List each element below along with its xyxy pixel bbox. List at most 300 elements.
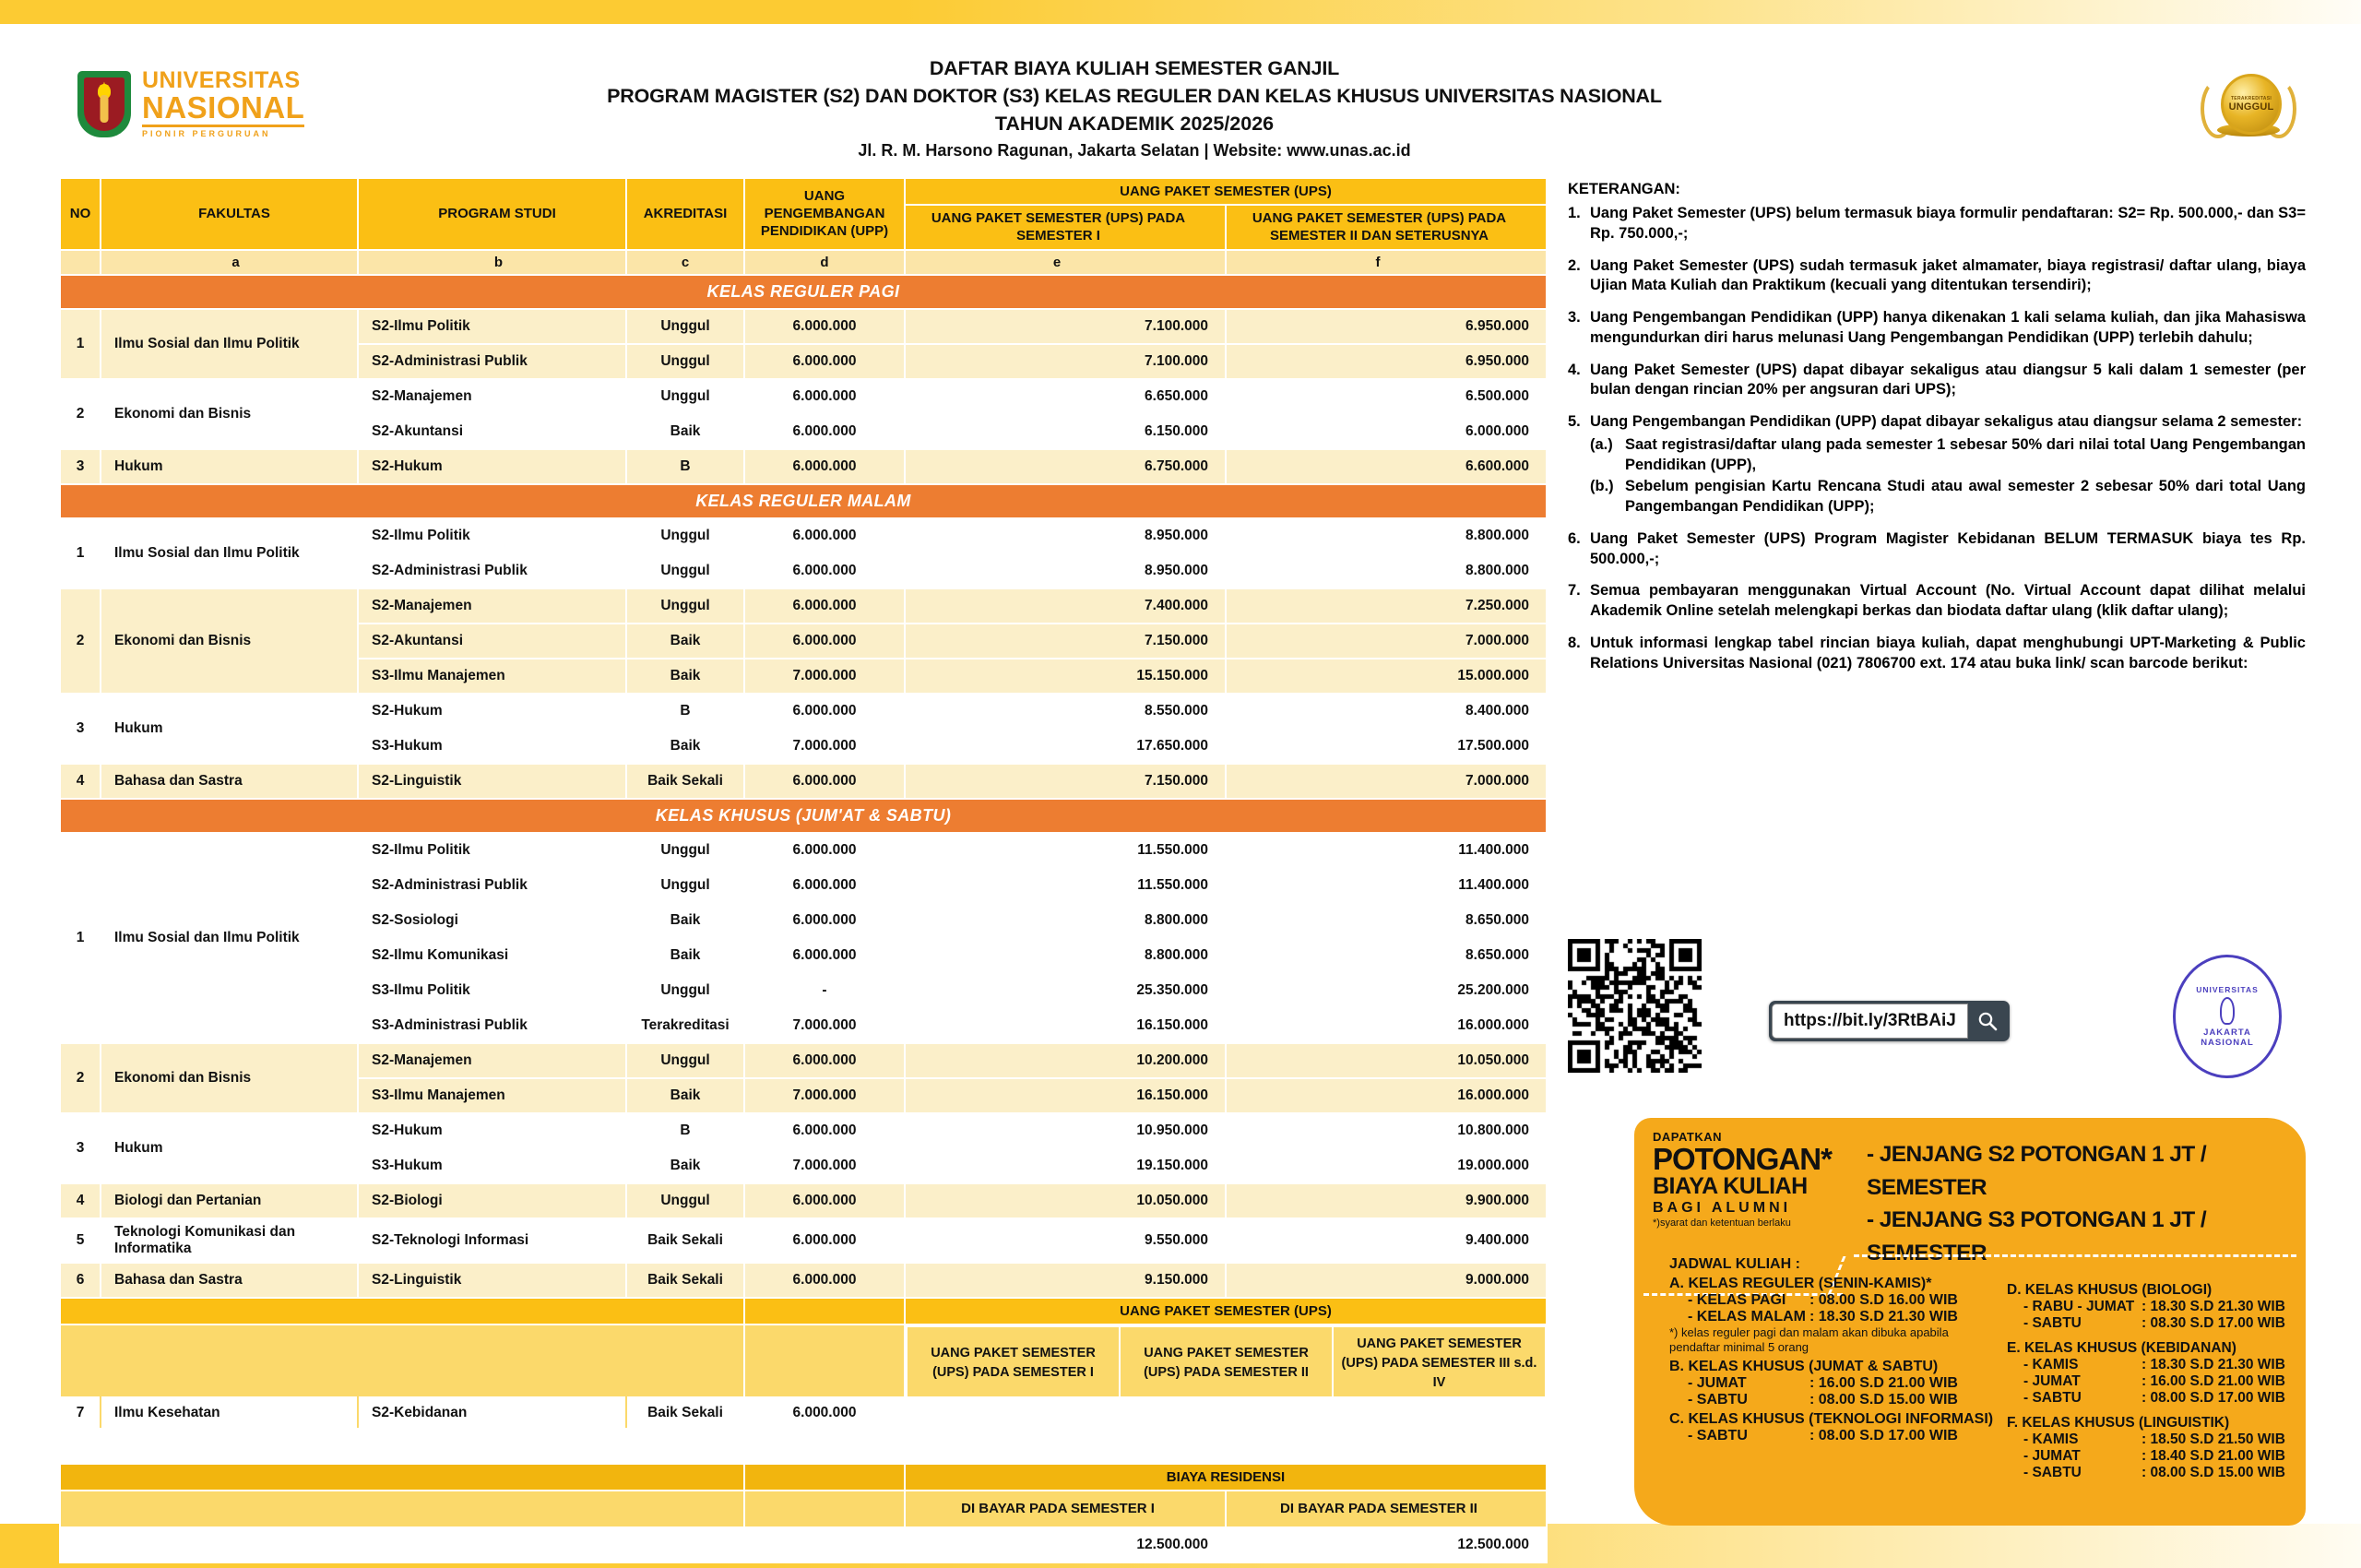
schedule-day: - JUMAT xyxy=(2023,1448,2081,1464)
letter-d: d xyxy=(744,250,905,275)
keterangan-number: 3. xyxy=(1568,309,1581,327)
col-header-fakultas: FAKULTAS xyxy=(101,178,358,250)
keterangan-item xyxy=(1568,308,2306,349)
promo-dapatkan: DAPATKAN xyxy=(1653,1130,1723,1144)
cell-upp: 6.000.000 xyxy=(744,868,905,903)
schedule-time: : 08.00 S.D 15.00 WIB xyxy=(2142,1465,2285,1480)
cell-fakultas: Ekonomi dan Bisnis xyxy=(101,379,358,449)
cell-ups-sem2: 16.000.000 xyxy=(1226,1078,1547,1113)
cell-ups-sem2: 9.400.000 xyxy=(1226,1218,1547,1263)
schedule-row xyxy=(2007,1299,2298,1315)
spacer xyxy=(60,1464,744,1491)
cell-ups-sem2: 10.800.000 xyxy=(1226,1113,1547,1148)
cell-ups-sem1: 10.200.000 xyxy=(905,1043,1226,1078)
schedule-day: - KELAS MALAM xyxy=(1688,1309,1806,1324)
cell-upp: 6.000.000 xyxy=(744,694,905,729)
cell-akreditasi: Baik xyxy=(626,1078,744,1113)
cell-program-studi: S2-Teknologi Informasi xyxy=(358,1218,626,1263)
table-row xyxy=(60,764,1547,799)
table-row xyxy=(60,1113,1547,1148)
cell-no: 2 xyxy=(60,588,101,694)
cell-ups-sem2: 6.950.000 xyxy=(1226,344,1547,379)
qr-code-block xyxy=(1568,939,1702,1073)
cell-ups-sem1: 9.550.000 xyxy=(905,1218,1226,1263)
schedule-row xyxy=(2007,1431,2298,1448)
cell-upp: 6.000.000 xyxy=(744,764,905,799)
cell-akreditasi: Baik Sekali xyxy=(626,1218,744,1263)
university-logo xyxy=(77,69,304,138)
cell-upp: 6.000.000 xyxy=(744,1043,905,1078)
schedule-day: - KAMIS xyxy=(2023,1357,2079,1372)
letter-b: b xyxy=(358,250,626,275)
cell-no: 2 xyxy=(60,379,101,449)
cell-ups-sem1: 7.150.000 xyxy=(905,764,1226,799)
col-header-ups-sem2: UANG PAKET SEMESTER (UPS) PADA SEMESTER II DAN SETERUSNYA xyxy=(1226,205,1547,249)
keterangan-number: 2. xyxy=(1568,256,1581,274)
section-title: KELAS REGULER MALAM xyxy=(60,484,1547,518)
table-row xyxy=(60,449,1547,484)
keterangan-text: Untuk informasi lengkap tabel rincian biaya kuliah, dapat menghubungi UPT-Marketing & Public Relations Universitas Nasional (021) 7806700 ext. 174 atau buka link/ scan barcode berikut: xyxy=(1590,635,2306,671)
col-header-no: NO xyxy=(60,178,101,250)
cell-ups-sem2: 8.650.000 xyxy=(1226,903,1547,938)
schedule-time: : 18.50 S.D 21.50 WIB xyxy=(2142,1431,2285,1447)
schedule-day: - SABTU xyxy=(2023,1465,2082,1480)
promo-offer-item: - JENJANG S3 POTONGAN 1 JT / SEMESTER xyxy=(1867,1207,2207,1265)
section-title: KELAS REGULER PAGI xyxy=(60,275,1547,309)
schedule-time: : 18.30 S.D 21.30 WIB xyxy=(2142,1299,2285,1314)
cell-program-studi: S2-Hukum xyxy=(358,694,626,729)
spacer2 xyxy=(744,1527,905,1562)
schedule-day: - KELAS PAGI xyxy=(1688,1292,1786,1308)
spacer xyxy=(60,1527,744,1562)
cell-fakultas: Ekonomi dan Bisnis xyxy=(101,588,358,694)
schedule-time: : 08.00 S.D 15.00 WIB xyxy=(1809,1391,1958,1408)
letter-a: a xyxy=(101,250,358,275)
cell-program-studi: S2-Ilmu Politik xyxy=(358,309,626,344)
cell-akreditasi: Unggul xyxy=(626,1043,744,1078)
section-header-row xyxy=(60,484,1547,518)
schedule-time: : 08.30 S.D 17.00 WIB xyxy=(2142,1315,2285,1331)
cell-ups-sem1: 25.350.000 xyxy=(905,973,1226,1008)
page-subtitle: PROGRAM MAGISTER (S2) DAN DOKTOR (S3) KELAS REGULER DAN KELAS KHUSUS UNIVERSITAS NASIONAL xyxy=(607,85,1662,107)
cell-fakultas: Hukum xyxy=(101,1113,358,1183)
cell-upp: 6.000.000 xyxy=(744,518,905,553)
keterangan-text: Uang Paket Semester (UPS) sudah termasuk jaket almamater, biaya registrasi/ daftar ulang, biaya Ujian Mata Kuliah dan Praktikum (kecuali yang ditentukan tersendiri); xyxy=(1590,256,2306,294)
cell-ups-sem1: 8.550.000 xyxy=(905,694,1226,729)
kebidanan-ups-group-row xyxy=(60,1298,1547,1324)
cell-ups-sem2: 9.000.000 xyxy=(1226,1263,1547,1298)
keterangan-item xyxy=(1568,581,2306,622)
cell-upp: 6.000.000 xyxy=(744,344,905,379)
schedule-row xyxy=(2007,1448,2298,1465)
search-icon[interactable] xyxy=(1968,1004,2007,1039)
top-accent-bar xyxy=(0,0,2361,24)
keterangan-item xyxy=(1568,256,2306,297)
cell-program-studi: S2-Hukum xyxy=(358,1113,626,1148)
spacer2 xyxy=(744,1298,905,1324)
section-header-row xyxy=(60,799,1547,833)
cell-no: 3 xyxy=(60,694,101,764)
keterangan-subtext: Saat registrasi/daftar ulang pada semester 1 sebesar 50% dari nilai total Uang Pengembangan Pendidikan (UPP), xyxy=(1625,435,2306,473)
schedule-row xyxy=(2007,1315,2298,1332)
cell-upp: 6.000.000 xyxy=(744,309,905,344)
schedule-time: : 18.30 S.D 21.30 WIB xyxy=(2142,1357,2285,1372)
kebidanan-subheader-row xyxy=(60,1324,1547,1402)
keterangan-item xyxy=(1568,529,2306,570)
cell-ups-sem2: 9.900.000 xyxy=(1226,1183,1547,1218)
col-header-ups-group: UANG PAKET SEMESTER (UPS) xyxy=(905,178,1547,205)
cell-ups-sem2: 16.000.000 xyxy=(1226,1008,1547,1043)
keterangan-number: 6. xyxy=(1568,529,1581,547)
shield-icon xyxy=(77,71,131,137)
spacer xyxy=(60,1298,744,1324)
kebidanan-col-3: UANG PAKET SEMESTER (UPS) PADA SEMESTER III s.d. IV xyxy=(1333,1326,1546,1401)
stamp-torch-icon xyxy=(2220,997,2235,1025)
document-header xyxy=(590,57,1679,160)
schedule-day: - RABU - JUMAT xyxy=(2023,1299,2135,1314)
promo-bagi-alumni: BAGI ALUMNI xyxy=(1653,1200,1792,1216)
cell-upp: 6.000.000 xyxy=(744,588,905,624)
promo-syarat: *)syarat dan ketentuan berlaku xyxy=(1653,1218,1791,1229)
cell-upp: 7.000.000 xyxy=(744,1078,905,1113)
table-row xyxy=(60,588,1547,624)
cell-ups-sem2: 6.950.000 xyxy=(1226,309,1547,344)
cell-fakultas: Ilmu Kesehatan xyxy=(101,1396,358,1431)
cell-no: 1 xyxy=(60,518,101,588)
schedule-row xyxy=(1647,1392,1999,1408)
schedule-time: : 16.00 S.D 21.00 WIB xyxy=(2142,1373,2285,1389)
cell-akreditasi: Baik xyxy=(626,1148,744,1183)
cell-ups-sem1: 16.150.000 xyxy=(905,1008,1226,1043)
cell-ups-sem2: 6.000.000 xyxy=(1226,414,1547,449)
keterangan-number: 7. xyxy=(1568,582,1581,600)
residensi-value-1: 12.500.000 xyxy=(905,1527,1226,1562)
cell-upp: 6.000.000 xyxy=(744,938,905,973)
cell-program-studi: S2-Administrasi Publik xyxy=(358,553,626,588)
cell-no: 5 xyxy=(60,1218,101,1263)
cell-upp: 6.000.000 xyxy=(744,449,905,484)
keterangan-text: Semua pembayaran menggunakan Virtual Account (No. Virtual Account dapat dilihat melalui Akademik Online setelah melengkapi berkas dan biodata daftar ulang (klik daftar ulang); xyxy=(1590,582,2306,620)
cell-ups-sem1: 8.800.000 xyxy=(905,938,1226,973)
col-header-akreditasi: AKREDITASI xyxy=(626,178,744,250)
section-header-row xyxy=(60,275,1547,309)
cell-ups-sem1: 7.400.000 xyxy=(905,588,1226,624)
promo-offer-item: - JENJANG S2 POTONGAN 1 JT / SEMESTER xyxy=(1867,1142,2207,1200)
cell-ups-sem1: 9.150.000 xyxy=(905,1263,1226,1298)
schedule-day: - JUMAT xyxy=(2023,1373,2081,1389)
spacer xyxy=(60,1491,744,1528)
table-row xyxy=(60,833,1547,868)
cell-upp: 6.000.000 xyxy=(744,833,905,868)
cell-ups-sem1: 16.150.000 xyxy=(905,1078,1226,1113)
keterangan-number: 5. xyxy=(1568,413,1581,431)
cell-akreditasi: Baik Sekali xyxy=(626,764,744,799)
cell-akreditasi: Unggul xyxy=(626,553,744,588)
keterangan-text: Uang Paket Semester (UPS) belum termasuk biaya formulir pendaftaran: S2= Rp. 500.000,- dan S3= Rp. 750.000,-; xyxy=(1590,205,2306,242)
cell-fakultas: Teknologi Komunikasi dan Informatika xyxy=(101,1218,358,1263)
address-line: Jl. R. M. Harsono Ragunan, Jakarta Selatan | Website: www.unas.ac.id xyxy=(858,141,1411,160)
cell-ups-sem1: 19.150.000 xyxy=(905,1148,1226,1183)
cell-program-studi: S3-Hukum xyxy=(358,729,626,764)
residensi-value-2: 12.500.000 xyxy=(1226,1527,1547,1562)
keterangan-subitem xyxy=(1590,435,2306,476)
table-row xyxy=(60,309,1547,344)
cell-upp: 6.000.000 xyxy=(744,1396,905,1431)
accreditation-medal-icon xyxy=(2197,72,2300,140)
cell-program-studi: S2-Manajemen xyxy=(358,1043,626,1078)
cell-upp: 6.000.000 xyxy=(744,414,905,449)
promo-potongan: POTONGAN* xyxy=(1653,1142,1832,1176)
cell-akreditasi: Baik xyxy=(626,624,744,659)
cell-akreditasi: Unggul xyxy=(626,588,744,624)
cell-fakultas: Ekonomi dan Bisnis xyxy=(101,1043,358,1113)
stamp-line-3: NASIONAL xyxy=(2201,1038,2254,1048)
cell-akreditasi: Unggul xyxy=(626,833,744,868)
cell-program-studi: S2-Hukum xyxy=(358,449,626,484)
keterangan-sublabel: (a.) xyxy=(1590,435,1613,453)
table-row xyxy=(60,379,1547,414)
cell-program-studi: S3-Hukum xyxy=(358,1148,626,1183)
schedule-group-title: C. KELAS KHUSUS (TEKNOLOGI INFORMASI) xyxy=(1669,1410,1994,1427)
schedule-day: - KAMIS xyxy=(2023,1431,2079,1447)
schedule-row xyxy=(1647,1428,1999,1444)
section-title: KELAS KHUSUS (JUM'AT & SABTU) xyxy=(60,799,1547,833)
stamp-line-2: JAKARTA xyxy=(2203,1028,2251,1038)
medal-main-text: UNGGUL xyxy=(2228,101,2274,113)
cell-akreditasi: Unggul xyxy=(626,1183,744,1218)
page-title: DAFTAR BIAYA KULIAH SEMESTER GANJIL xyxy=(929,57,1340,79)
cell-ups-sem2: 10.050.000 xyxy=(1226,1043,1547,1078)
cell-no: 3 xyxy=(60,1113,101,1183)
cell-fakultas: Ilmu Sosial dan Ilmu Politik xyxy=(101,833,358,1043)
col-header-program-studi: PROGRAM STUDI xyxy=(358,178,626,250)
letter-blank xyxy=(60,250,101,275)
cell-akreditasi: Baik xyxy=(626,729,744,764)
cell-ups-sem2: 8.800.000 xyxy=(1226,553,1547,588)
table-letter-row xyxy=(60,250,1547,275)
cell-fakultas: Ilmu Sosial dan Ilmu Politik xyxy=(101,309,358,379)
cell-akreditasi: B xyxy=(626,1113,744,1148)
academic-year: TAHUN AKADEMIK 2025/2026 xyxy=(994,113,1275,135)
cell-upp: 7.000.000 xyxy=(744,1148,905,1183)
cell-ups-sem1: 17.650.000 xyxy=(905,729,1226,764)
cell-akreditasi: Baik xyxy=(626,659,744,694)
promo-headline xyxy=(1653,1131,1832,1229)
cell-ups-sem2: 6.500.000 xyxy=(1226,379,1547,414)
cell-ups-sem1: 15.150.000 xyxy=(905,659,1226,694)
cell-program-studi: S2-Manajemen xyxy=(358,588,626,624)
schedule-group-title: A. KELAS REGULER (SENIN-KAMIS)* xyxy=(1669,1276,1932,1291)
schedule-row xyxy=(2007,1357,2298,1373)
cell-program-studi: S2-Kebidanan xyxy=(358,1396,626,1431)
logo-line-2: NASIONAL xyxy=(142,92,304,127)
cell-upp: 6.000.000 xyxy=(744,1113,905,1148)
keterangan-title: KETERANGAN: xyxy=(1568,181,1680,197)
keterangan-item xyxy=(1568,204,2306,244)
schedule-note: *) kelas reguler pagi dan malam akan dibuka apabila pendaftar minimal 5 orang xyxy=(1669,1325,1949,1355)
schedule-time: : 16.00 S.D 21.00 WIB xyxy=(1809,1374,1958,1391)
cell-no: 1 xyxy=(60,833,101,1043)
keterangan-subtext: Sebelum pengisian Kartu Rencana Studi atau awal semester 2 sebesar 50% dari total Uang Pangembangan Pendidikan (UPP); xyxy=(1625,478,2306,516)
cell-program-studi: S2-Akuntansi xyxy=(358,624,626,659)
promo-banner xyxy=(1634,1118,2306,1526)
cell-no: 1 xyxy=(60,309,101,379)
keterangan-text: Uang Pengembangan Pendidikan (UPP) hanya dikenakan 1 kali selama kuliah, dan jika Mahasiswa mengundurkan diri harus melunasi Uang Pengembangan Pendidikan (UPP) terlebih dahulu; xyxy=(1590,309,2306,346)
schedule-group-title: D. KELAS KHUSUS (BIOLOGI) xyxy=(2007,1282,2213,1298)
cell-ups-sem2: 17.500.000 xyxy=(1226,729,1547,764)
medal-coin xyxy=(2221,74,2282,135)
cell-fakultas: Bahasa dan Sastra xyxy=(101,764,358,799)
cell-ups-sem2: 15.000.000 xyxy=(1226,659,1547,694)
cell-ups-sem1: 8.950.000 xyxy=(905,553,1226,588)
cell-ups-sem2: 8.650.000 xyxy=(1226,938,1547,973)
keterangan-subitem xyxy=(1590,477,2306,517)
cell-fakultas: Hukum xyxy=(101,694,358,764)
cell-ups-sem1: 11.550.000 xyxy=(905,868,1226,903)
cell-ups-sem2: 11.400.000 xyxy=(1226,833,1547,868)
cell-program-studi: S2-Biologi xyxy=(358,1183,626,1218)
spacer2 xyxy=(744,1464,905,1491)
cell-ups-sem1: 10.050.000 xyxy=(905,1183,1226,1218)
table-row xyxy=(60,1183,1547,1218)
cell-program-studi: S2-Administrasi Publik xyxy=(358,868,626,903)
col-header-ups-sem1: UANG PAKET SEMESTER (UPS) PADA SEMESTER I xyxy=(905,205,1226,249)
cell-fakultas: Ilmu Sosial dan Ilmu Politik xyxy=(101,518,358,588)
short-url-box[interactable] xyxy=(1769,1001,2010,1041)
cell-ups-sem1: 7.150.000 xyxy=(905,624,1226,659)
cell-ups-sem1: 10.950.000 xyxy=(905,1113,1226,1148)
cell-program-studi: S2-Manajemen xyxy=(358,379,626,414)
cell-akreditasi: Baik xyxy=(626,414,744,449)
cell-program-studi: S2-Sosiologi xyxy=(358,903,626,938)
kebidanan-subheader-cell xyxy=(905,1324,1547,1402)
official-stamp-icon xyxy=(2173,955,2282,1078)
cell-upp: 6.000.000 xyxy=(744,379,905,414)
cell-program-studi: S2-Linguistik xyxy=(358,764,626,799)
schedule-row xyxy=(2007,1390,2298,1407)
keterangan-item xyxy=(1568,634,2306,674)
cell-ups-sem2: 11.400.000 xyxy=(1226,868,1547,903)
cell-ups-sem1: 6.650.000 xyxy=(905,379,1226,414)
cell-upp: 6.000.000 xyxy=(744,1218,905,1263)
residensi-title-row xyxy=(60,1464,1547,1491)
cell-no: 7 xyxy=(60,1396,101,1431)
promo-biaya-kuliah: BIAYA KULIAH xyxy=(1653,1173,1808,1199)
keterangan-notes xyxy=(1568,181,2306,686)
cell-no: 2 xyxy=(60,1043,101,1113)
letter-e: e xyxy=(905,250,1226,275)
cell-upp: 6.000.000 xyxy=(744,624,905,659)
schedule-row xyxy=(1647,1309,1999,1325)
residensi-subheader-row xyxy=(60,1491,1547,1528)
cell-ups-sem2: 7.000.000 xyxy=(1226,624,1547,659)
cell-ups-sem1: 8.950.000 xyxy=(905,518,1226,553)
residensi-col-2: DI BAYAR PADA SEMESTER II xyxy=(1226,1491,1547,1528)
table-row-kebidanan xyxy=(60,1396,1547,1431)
kebidanan-ups-group: UANG PAKET SEMESTER (UPS) xyxy=(905,1298,1547,1324)
cell-program-studi: S3-Administrasi Publik xyxy=(358,1008,626,1043)
cell-ups-sem1: 11.550.000 xyxy=(905,833,1226,868)
cell-upp: 6.000.000 xyxy=(744,1183,905,1218)
cell-program-studi: S2-Akuntansi xyxy=(358,414,626,449)
cell-akreditasi: B xyxy=(626,694,744,729)
cell-ups-sem2: 7.250.000 xyxy=(1226,588,1547,624)
cell-ups-sem2: 19.000.000 xyxy=(1226,1148,1547,1183)
cell-ups-sem1: 6.750.000 xyxy=(905,449,1226,484)
cell-ups-sem1: 7.100.000 xyxy=(905,344,1226,379)
schedule-time: : 18.30 S.D 21.30 WIB xyxy=(1809,1309,1958,1324)
cell-upp: 7.000.000 xyxy=(744,659,905,694)
logo-line-3: PIONIR PERGURUAN xyxy=(142,129,271,138)
cell-akreditasi: Baik Sekali xyxy=(626,1263,744,1298)
letter-f: f xyxy=(1226,250,1547,275)
tuition-fee-table xyxy=(59,177,1548,1563)
short-url-text: https://bit.ly/3RtBAiJ xyxy=(1772,1004,1968,1039)
schedule-day: - JUMAT xyxy=(1688,1374,1747,1391)
cell-akreditasi: Baik Sekali xyxy=(626,1396,744,1431)
keterangan-number: 4. xyxy=(1568,361,1581,378)
schedule-time: : 08.00 S.D 16.00 WIB xyxy=(1809,1292,1958,1308)
cell-akreditasi: Baik xyxy=(626,903,744,938)
keterangan-text: Uang Paket Semester (UPS) dapat dibayar sekaligus atau diangsur 5 kali dalam 1 semester (per bulan dengan rincian 20% per angsuran dari UPS); xyxy=(1590,361,2306,398)
cell-akreditasi: B xyxy=(626,449,744,484)
cell-ups-sem1: 8.800.000 xyxy=(905,903,1226,938)
cell-akreditasi: Terakreditasi xyxy=(626,1008,744,1043)
keterangan-text: Uang Pengembangan Pendidikan (UPP) dapat dibayar sekaligus atau diangsur selama 2 semester: (a.) Saat registrasi/daftar ulang pada semester 1 sebesar 50% dari nilai total Uang Pengembangan Pendidikan (UPP), (b.) Sebelum pengisian Kartu Rencana Studi atau awal semester 2 sebesar 50% dari total Uang Pangembangan Pendidikan (UPP); xyxy=(1590,412,2306,517)
schedule-time: : 08.00 S.D 17.00 WIB xyxy=(1809,1427,1958,1443)
cell-program-studi: S2-Ilmu Politik xyxy=(358,518,626,553)
cell-no: 4 xyxy=(60,764,101,799)
spacer xyxy=(905,1396,1547,1431)
table-row xyxy=(60,518,1547,553)
cell-no: 3 xyxy=(60,449,101,484)
schedule-left-column xyxy=(1647,1256,1999,1444)
table-row xyxy=(60,694,1547,729)
schedule-day: - SABTU xyxy=(1688,1391,1748,1408)
schedule-group-title: F. KELAS KHUSUS (LINGUISTIK) xyxy=(2007,1415,2230,1431)
cell-ups-sem2: 7.000.000 xyxy=(1226,764,1547,799)
cell-upp: - xyxy=(744,973,905,1008)
keterangan-item xyxy=(1568,412,2306,517)
cell-upp: 7.000.000 xyxy=(744,1008,905,1043)
cell-akreditasi: Unggul xyxy=(626,518,744,553)
qr-code-image[interactable] xyxy=(1568,939,1702,1073)
schedule-title: JADWAL KULIAH : xyxy=(1669,1256,1800,1272)
cell-akreditasi: Unggul xyxy=(626,379,744,414)
schedule-row xyxy=(1647,1375,1999,1392)
logo-line-1: UNIVERSITAS xyxy=(142,67,301,93)
torch-icon xyxy=(101,95,109,123)
keterangan-number: 1. xyxy=(1568,205,1581,221)
cell-fakultas: Hukum xyxy=(101,449,358,484)
cell-no: 6 xyxy=(60,1263,101,1298)
keterangan-sublist xyxy=(1590,435,2306,517)
cell-akreditasi: Unggul xyxy=(626,344,744,379)
table-row xyxy=(60,1263,1547,1298)
keterangan-number: 8. xyxy=(1568,635,1581,652)
cell-upp: 6.000.000 xyxy=(744,903,905,938)
schedule-row xyxy=(1647,1292,1999,1309)
schedule-day: - SABTU xyxy=(2023,1390,2082,1406)
medal-top-text: TERAKREDITASI xyxy=(2230,96,2272,101)
keterangan-text: Uang Paket Semester (UPS) Program Magister Kebidanan BELUM TERMASUK biaya tes Rp. 500.000,-; xyxy=(1590,529,2306,567)
spacer2 xyxy=(744,1491,905,1528)
cell-no: 4 xyxy=(60,1183,101,1218)
promo-offer-list xyxy=(1867,1138,2306,1269)
schedule-group-title: E. KELAS KHUSUS (KEBIDANAN) xyxy=(2007,1340,2236,1356)
cell-ups-sem1: 7.100.000 xyxy=(905,309,1226,344)
schedule-group-title: B. KELAS KHUSUS (JUMAT & SABTU) xyxy=(1669,1358,1939,1374)
